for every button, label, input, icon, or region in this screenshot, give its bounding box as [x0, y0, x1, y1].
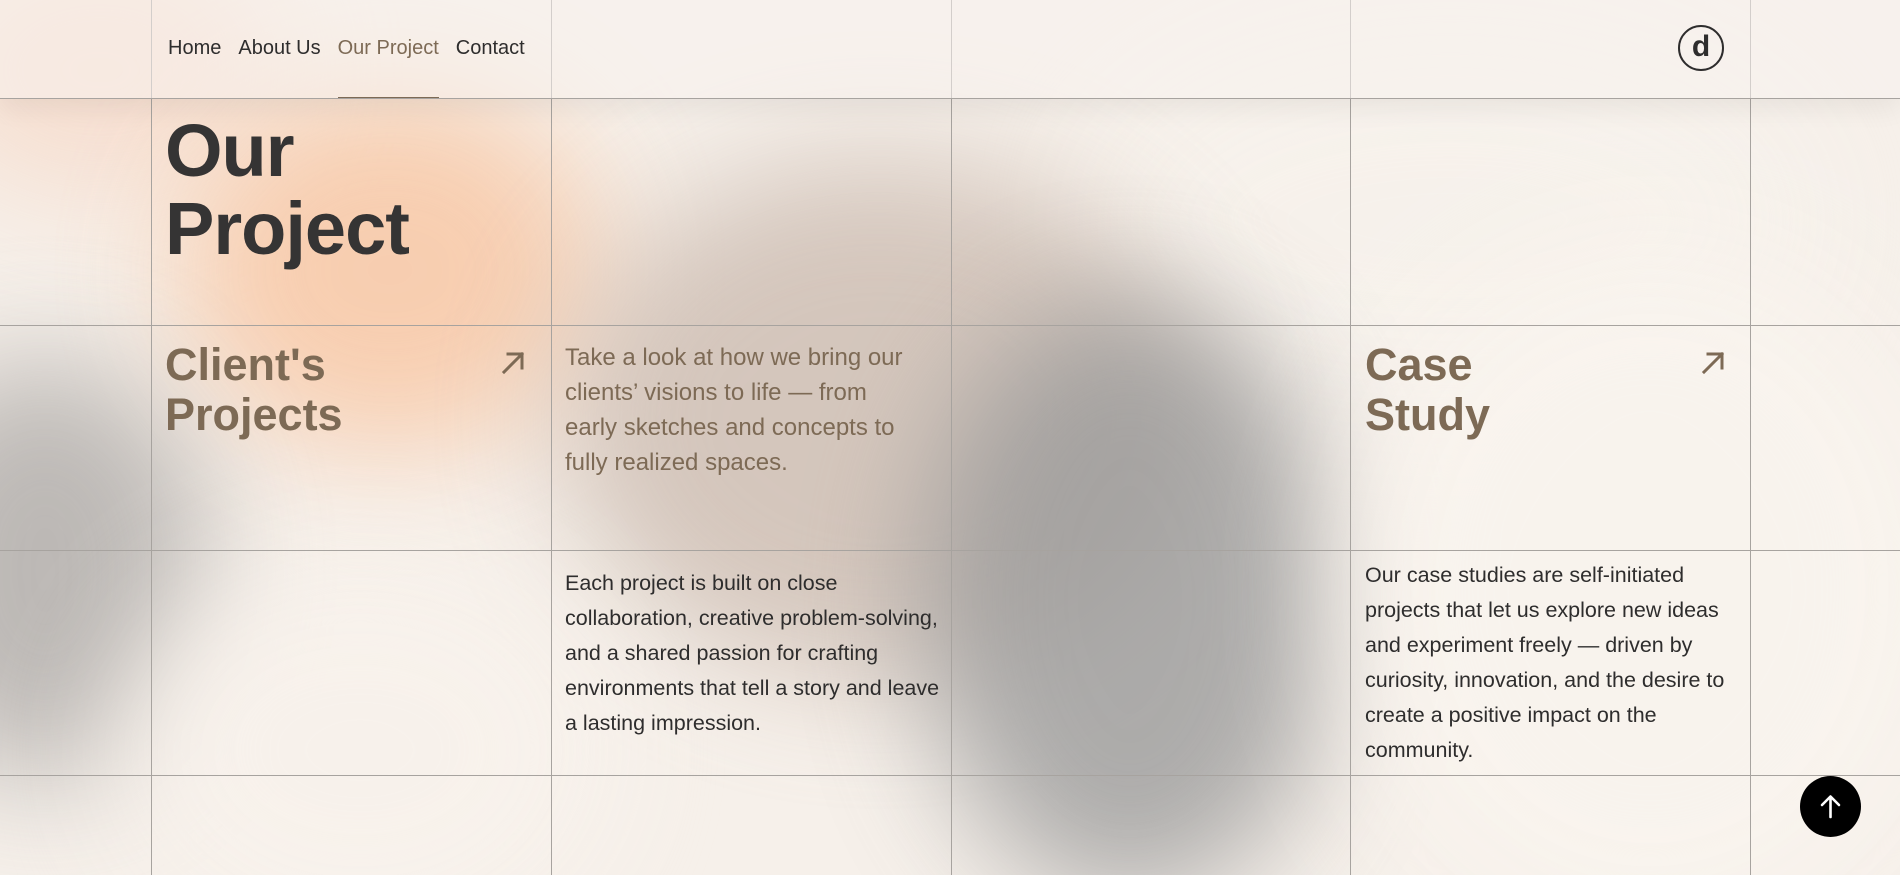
grid-line: [551, 0, 552, 875]
main-nav: [168, 0, 525, 99]
nav-home[interactable]: Home: [168, 37, 222, 59]
grid-line: [0, 550, 1900, 551]
case-study-title-line-1: Case: [1365, 339, 1473, 390]
arrow-up-icon: [1818, 794, 1843, 819]
nav-our-project[interactable]: Our Project: [338, 0, 439, 99]
brand-logo[interactable]: d: [1678, 25, 1724, 71]
grid-line: [0, 325, 1900, 326]
grid-line: [951, 0, 952, 875]
case-study-title-line-2: Study: [1365, 389, 1491, 440]
nav-about-us[interactable]: About Us: [238, 37, 321, 59]
scroll-to-top-button[interactable]: [1800, 776, 1861, 837]
case-study-title[interactable]: [1365, 340, 1490, 440]
grid-line: [0, 775, 1900, 776]
grid-line: [1750, 0, 1751, 875]
clients-projects-title[interactable]: [165, 340, 343, 440]
page-title: [165, 109, 409, 270]
page-title-line-1: Our: [165, 109, 294, 192]
clients-projects-description: Each project is built on close collaboration, creative problem-solving, and a shared passion for crafting environments that tell a story and leave a lasting impression.: [565, 571, 940, 735]
case-study-description: Our case studies are self-initiated projects that let us explore new ideas and experiment freely — driven by curiosity, innovation, and the desire to create a positive impact on the community.: [1365, 563, 1725, 762]
clients-projects-lead: Take a look at how we bring our clients’ visions to life — from early sketches and concepts to fully realized spaces.: [565, 344, 903, 476]
nav-contact[interactable]: Contact: [455, 37, 525, 59]
grid-line: [151, 0, 152, 875]
page-title-line-2: Project: [165, 187, 409, 270]
clients-projects-title-line-1: Client's: [165, 339, 326, 390]
arrow-up-right-icon[interactable]: [500, 350, 526, 376]
grid-line: [1350, 0, 1351, 875]
header-divider: [0, 98, 1900, 99]
arrow-up-right-icon[interactable]: [1700, 350, 1726, 376]
clients-projects-title-line-2: Projects: [165, 389, 343, 440]
site-header: [0, 0, 1900, 99]
